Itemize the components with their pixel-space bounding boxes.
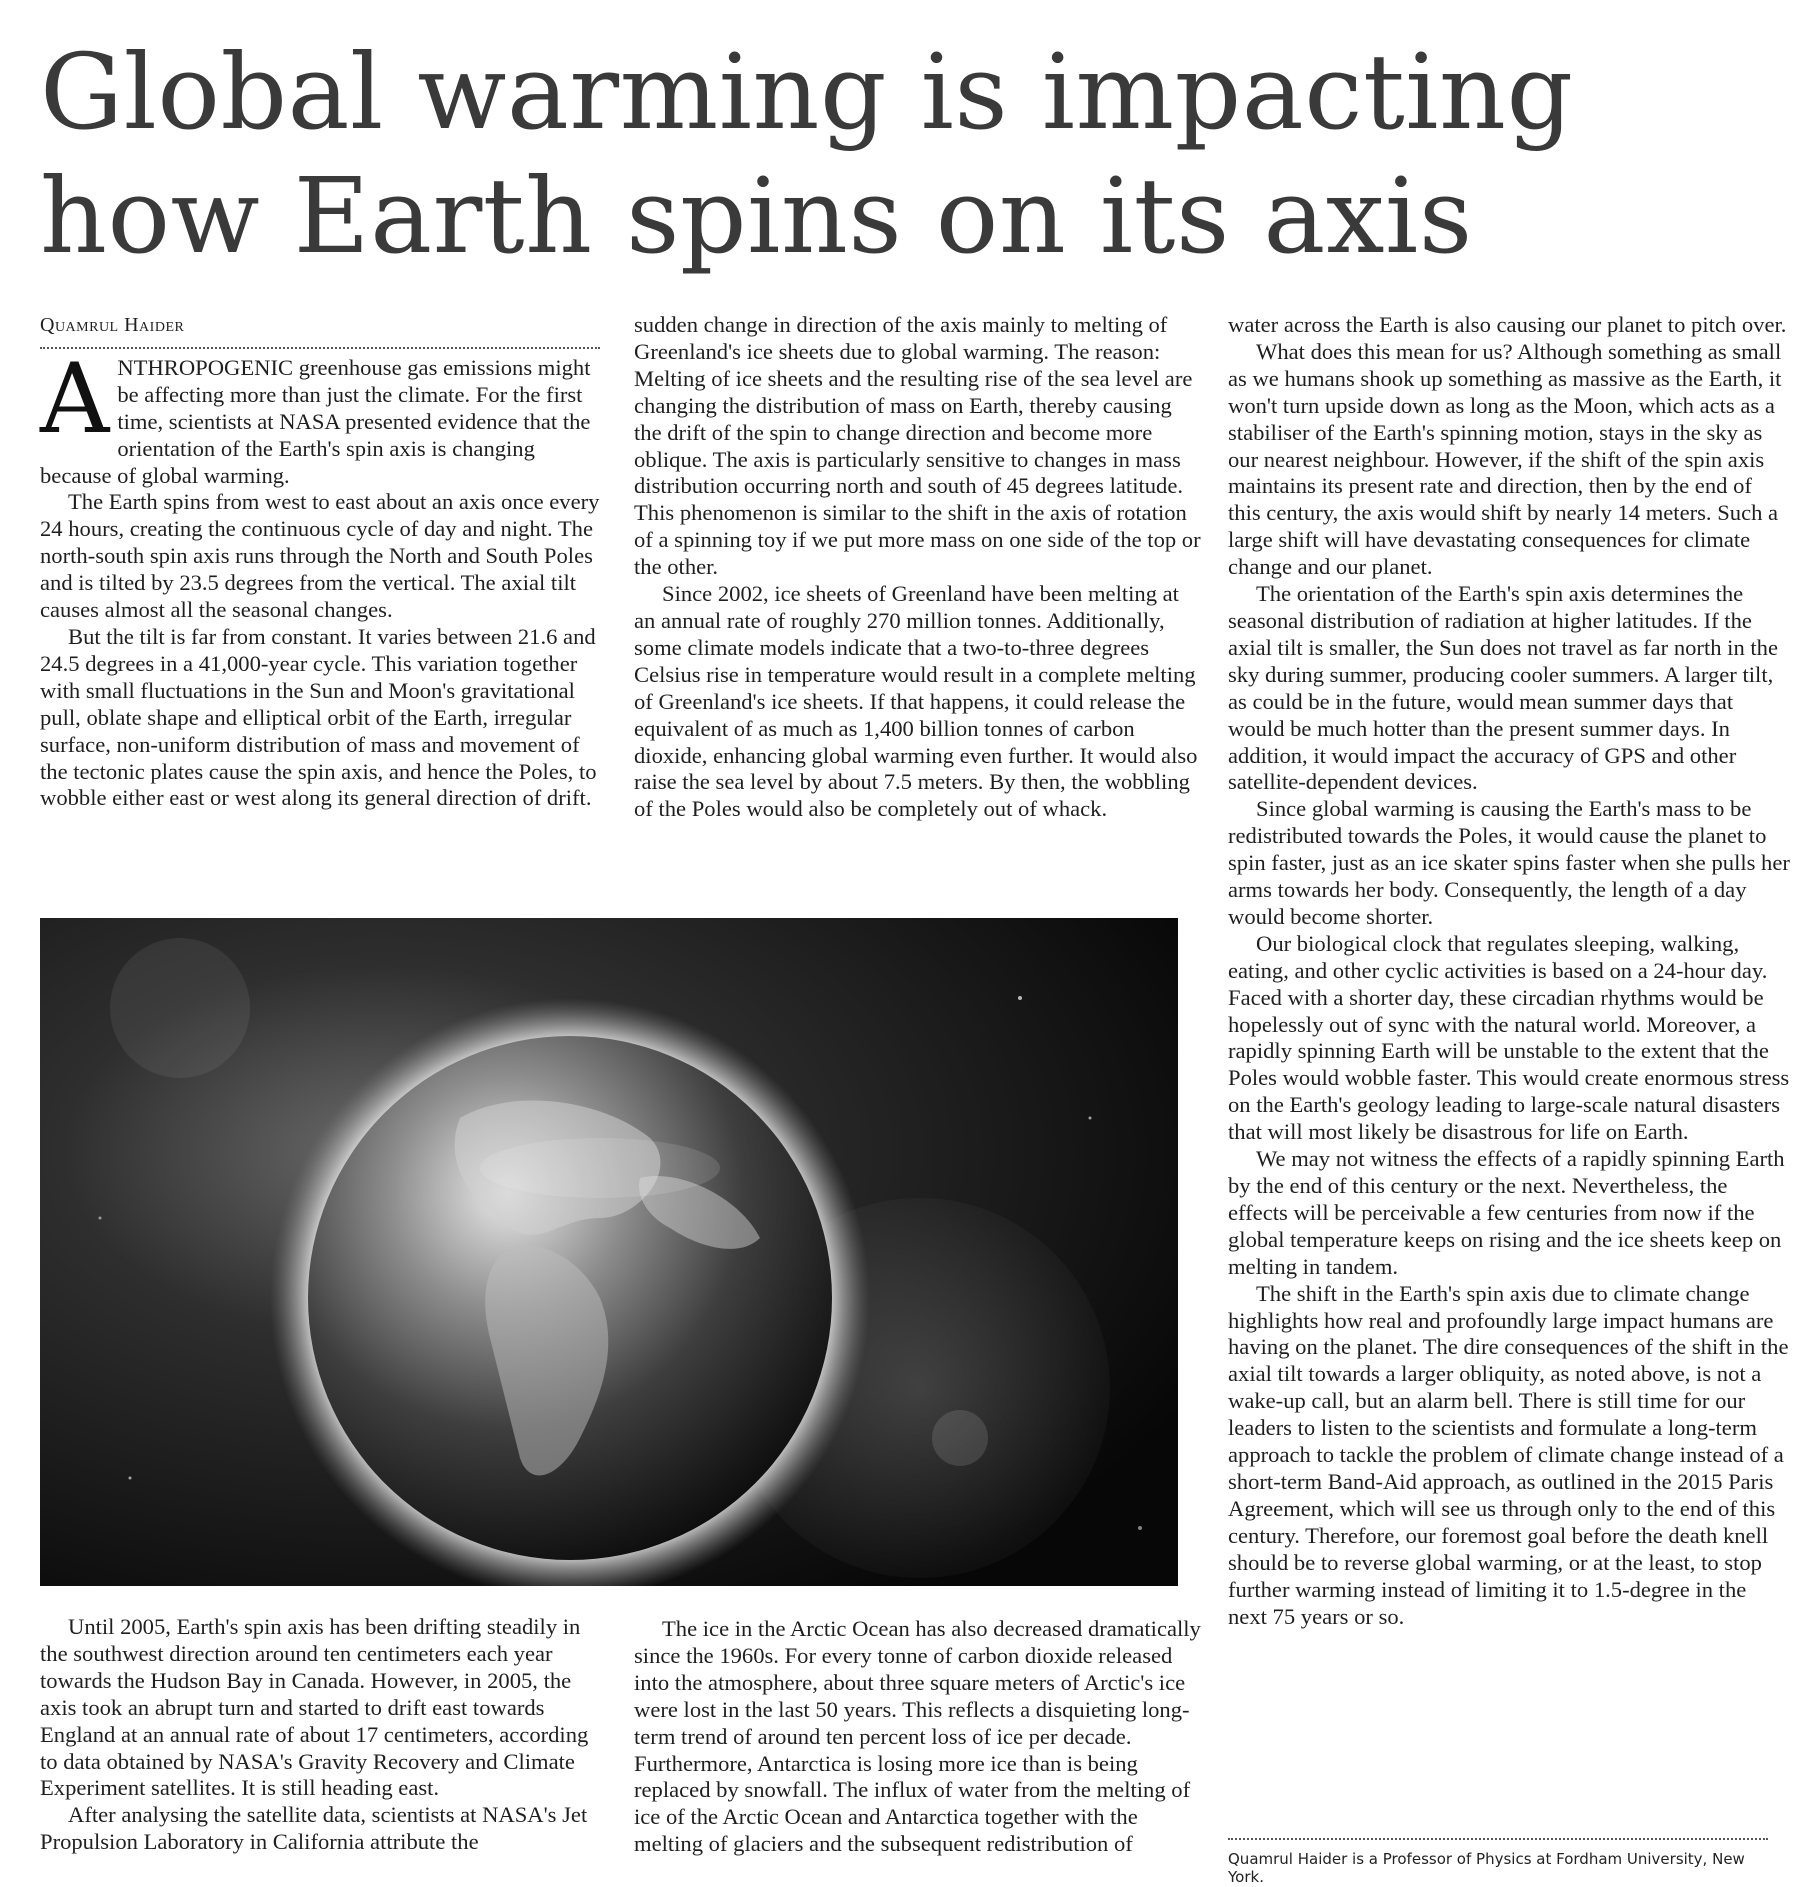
paragraph: Since global warming is causing the Earth's mass to be redistributed towards the Poles, it would cause the planet to spin faster, just as an ice skater spins faster when she pulls her arms towards her body. Consequently, the length of a day would become shorter.	[1228, 796, 1790, 929]
author-credit: Quamrul Haider is a Professor of Physics at Fordham University, New York.	[1228, 1838, 1768, 1886]
paragraph: Until 2005, Earth's spin axis has been drifting steadily in the southwest direction around ten centimeters each year towards the Hudson Bay in Canada. However, in 2005, the axis took an abrupt turn and started to drift east towards England at an annual rate of about 17 centimeters, according to data obtained by NASA's Gravity Recovery and Climate Experiment satellites. It is still heading east.	[40, 1614, 589, 1801]
bottom-column-1	[40, 1614, 600, 1856]
paragraph: The orientation of the Earth's spin axis determines the seasonal distribution of radiation at higher latitudes. If the axial tilt is smaller, the Sun does not travel as far north in the sky during summer, producing cooler summers. A larger tilt, as could be in the future, would mean summer days that would be much hotter than the present summer days. In addition, it would impact the accuracy of GPS and other satellite-dependent devices.	[1228, 581, 1779, 795]
paragraph: After analysing the satellite data, scientists at NASA's Jet Propulsion Laboratory in California attribute the	[40, 1802, 588, 1855]
paragraph: sudden change in direction of the axis mainly to melting of Greenland's ice sheets due to global warming. The reason: Melting of ice sheets and the resulting rise of the sea level are changing the distribution of mass on Earth, thereby causing the drift of the spin to change direction and become more oblique. The axis is particularly sensitive to changes in mass distribution occurring north and south of 45 degrees latitude. This phenomenon is similar to the shift in the axis of rotation of a spinning toy if we put more mass on one side of the top or the other.	[634, 312, 1201, 580]
headline	[40, 30, 1760, 278]
lead-paragraph-text: NTHROPOGENIC greenhouse gas emissions might be affecting more than just the climate. For the first time, scientists at NASA presented evidence that the orientation of the Earth's spin axis is changing because of global warming.	[40, 354, 591, 488]
paragraph: The Earth spins from west to east about an axis once every 24 hours, creating the continuous cycle of day and night. The north-south spin axis runs through the North and South Poles and is tilted by 23.5 degrees from the vertical. The axial tilt causes almost all the seasonal changes.	[40, 489, 600, 623]
column-2	[634, 312, 1204, 823]
earth-illustration	[40, 918, 1178, 1586]
paragraph: Since 2002, ice sheets of Greenland have been melting at an annual rate of roughly 270 million tonnes. Additionally, some climate models indicate that a two-to-three degrees Celsius rise in temperature would result in a complete melting of Greenland's ice sheets. If that happens, it could release the equivalent of as much as 1,400 billion tonnes of carbon dioxide, enhancing global warming even further. It would also raise the sea level by about 7.5 meters. By then, the wobbling of the Poles would also be completely out of whack.	[634, 581, 1198, 822]
paragraph: But the tilt is far from constant. It varies between 21.6 and 24.5 degrees in a 41,000-year cycle. This variation together with small fluctuations in the Sun and Moon's gravitational pull, oblate shape and elliptical orbit of the Earth, irregular surface, non-uniform distribution of mass and movement of the tectonic plates cause the spin axis, and hence the Poles, to wobble either east or west along its general direction of drift.	[40, 623, 597, 811]
paragraph: The shift in the Earth's spin axis due to climate change highlights how real and profoundly large impact humans are having on the planet. The dire consequences of the shift in the axial tilt towards a larger obliquity, as noted above, is not a wake-up call, but an alarm bell. There is still time for our leaders to listen to the scientists and formulate a long-term approach to tackle the problem of climate change instead of a short-term Band-Aid approach, as outlined in the 2015 Paris Agreement, which will see us through only to the end of this century. Therefore, our foremost goal before the death knell should be to reverse global warming, or at the least, to stop further warming instead of limiting it to 1.5-degree in the next 75 years or so.	[1228, 1280, 1789, 1629]
lead-paragraph	[40, 342, 600, 490]
paragraph: Our biological clock that regulates sleeping, walking, eating, and other cyclic activities is based on a 24-hour day. Faced with a shorter day, these circadian rhythms would be hopelessly out of sync with the natural world. Moreover, a rapidly spinning Earth will be unstable to the extent that the Poles would wobble faster. This would create enormous stress on the Earth's geology leading to large-scale natural disasters that will most likely be disastrous for life on Earth.	[1228, 930, 1790, 1145]
column-3	[1228, 312, 1790, 1630]
column-1	[40, 312, 600, 812]
earth-photo	[40, 918, 1178, 1586]
paragraph: water across the Earth is also causing our planet to pitch over.	[1228, 312, 1787, 337]
byline: Quamrul Haider	[40, 312, 600, 349]
drop-cap: A	[40, 342, 110, 455]
bottom-column-2	[634, 1616, 1204, 1858]
headline-line-2: how Earth spins on its axis	[40, 155, 1473, 277]
paragraph: We may not witness the effects of a rapidly spinning Earth by the end of this century or the next. Nevertheless, the effects will be perceivable a few centuries from now if the global temperature keeps on rising and the ice sheets keep on melting in tandem.	[1228, 1146, 1785, 1279]
paragraph: What does this mean for us? Although something as small as we humans shook up something as massive as the Earth, it won't turn upside down as long as the Moon, which acts as a stabiliser of the Earth's spinning motion, stays in the sky as our nearest neighbour. However, if the shift of the spin axis maintains its present rate and direction, then by the end of this century, the axis would shift by nearly 14 meters. Such a large shift will have devastating consequences for climate change and our planet.	[1228, 338, 1782, 580]
paragraph: The ice in the Arctic Ocean has also decreased dramatically since the 1960s. For every tonne of carbon dioxide released into the atmosphere, about three square meters of Arctic's ice were lost in the last 50 years. This reflects a disquieting long-term trend of around ten percent loss of ice per decade. Furthermore, Antarctica is losing more ice than is being replaced by snowfall. The influx of water from the melting of ice of the Arctic Ocean and Antarctica together with the melting of glaciers and the subsequent redistribution of	[634, 1616, 1201, 1857]
headline-line-1: Global warming is impacting	[40, 31, 1574, 153]
